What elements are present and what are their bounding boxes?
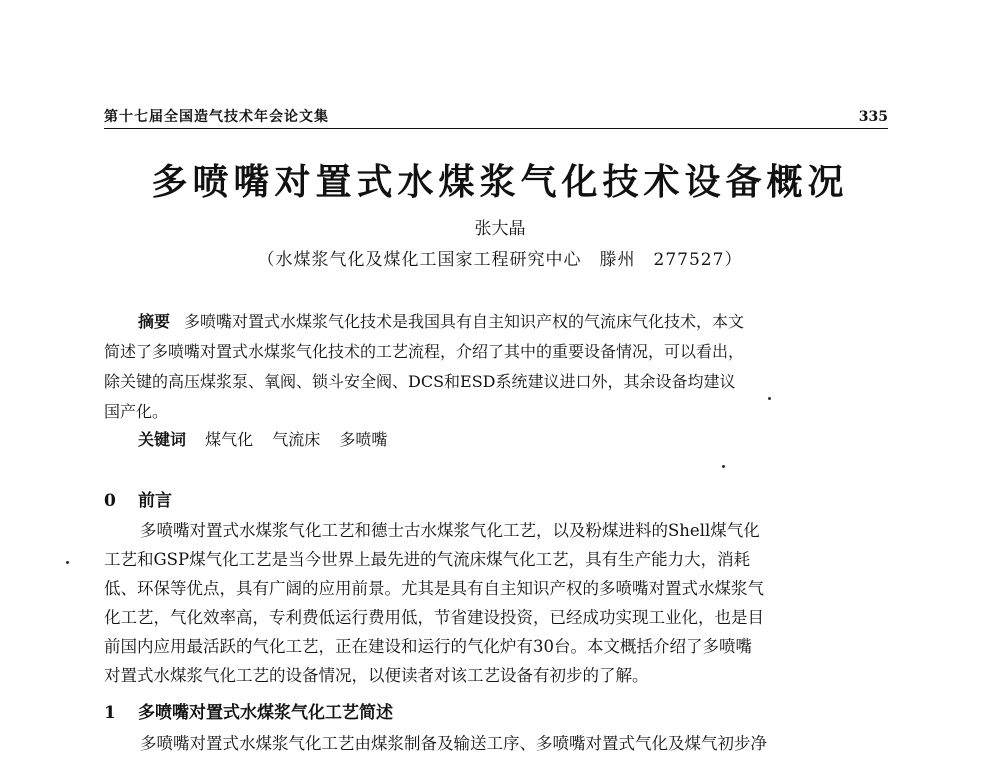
scan-speck [66, 561, 69, 564]
section-heading-process [104, 700, 393, 726]
keyword: 多喷嘴 [339, 430, 388, 449]
section-heading-intro [104, 488, 172, 514]
paragraph-line: 多喷嘴对置式水煤浆气化工艺由煤浆制备及输送工序、多喷嘴对置式气化及煤气初步净 [140, 734, 767, 753]
abstract-line: 简述了多喷嘴对置式水煤浆气化技术的工艺流程，介绍了其中的重要设备情况，可以看出， [104, 342, 745, 361]
section-body-intro [104, 516, 888, 690]
paragraph-line: 前国内应用最活跃的气化工艺，正在建设和运行的气化炉有30台。本文概括介绍了多喷嘴 [104, 637, 752, 656]
paragraph-line: 对置式水煤浆气化工艺的设备情况，以便读者对该工艺设备有初步的了解。 [104, 666, 649, 685]
paragraph-line: 工艺和GSP煤气化工艺是当今世界上最先进的气流床煤气化工艺，具有生产能力大，消耗 [104, 550, 751, 569]
section-body-process [104, 729, 888, 758]
abstract-text: 多喷嘴对置式水煤浆气化技术是我国具有自主知识产权的气流床气化技术，本文 [184, 312, 745, 331]
keywords-label: 关键词 [138, 430, 187, 449]
abstract [104, 307, 888, 427]
scan-speck [722, 465, 725, 468]
section-number: 0 [104, 491, 116, 511]
paragraph-line: 多喷嘴对置式水煤浆气化工艺和德士古水煤浆气化工艺，以及粉煤进料的Shell煤气化 [140, 521, 760, 540]
keyword: 煤气化 [205, 430, 254, 449]
section-title: 前言 [138, 491, 172, 511]
keyword: 气流床 [272, 430, 321, 449]
keywords [138, 428, 888, 452]
paper-title: 多喷嘴对置式水煤浆气化技术设备概况 [151, 161, 849, 203]
paragraph-line: 低、环保等优点，具有广阔的应用前景。尤其是具有自主知识产权的多喷嘴对置式水煤浆气 [104, 579, 764, 598]
section-title: 多喷嘴对置式水煤浆气化工艺简述 [138, 703, 393, 723]
abstract-line [104, 307, 888, 337]
proceedings-title: 第十七届全国造气技术年会论文集 [104, 109, 329, 125]
scan-speck [768, 397, 771, 400]
paragraph-line: 化工艺，气化效率高，专利费低运行费用低，节省建设投资，已经成功实现工业化，也是目 [104, 608, 764, 627]
abstract-label: 摘要 [138, 312, 171, 331]
author-name: 张大晶 [474, 219, 526, 239]
author-affiliation: （水煤浆气化及煤化工国家工程研究中心 滕州 277527） [257, 250, 743, 270]
page-number: 335 [858, 109, 888, 125]
abstract-line: 国产化。 [104, 402, 169, 421]
section-number: 1 [104, 703, 116, 723]
abstract-line: 除关键的高压煤浆泵、氧阀、锁斗安全阀、DCS和ESD系统建议进口外，其余设备均建议 [104, 372, 736, 391]
running-header [104, 108, 888, 129]
